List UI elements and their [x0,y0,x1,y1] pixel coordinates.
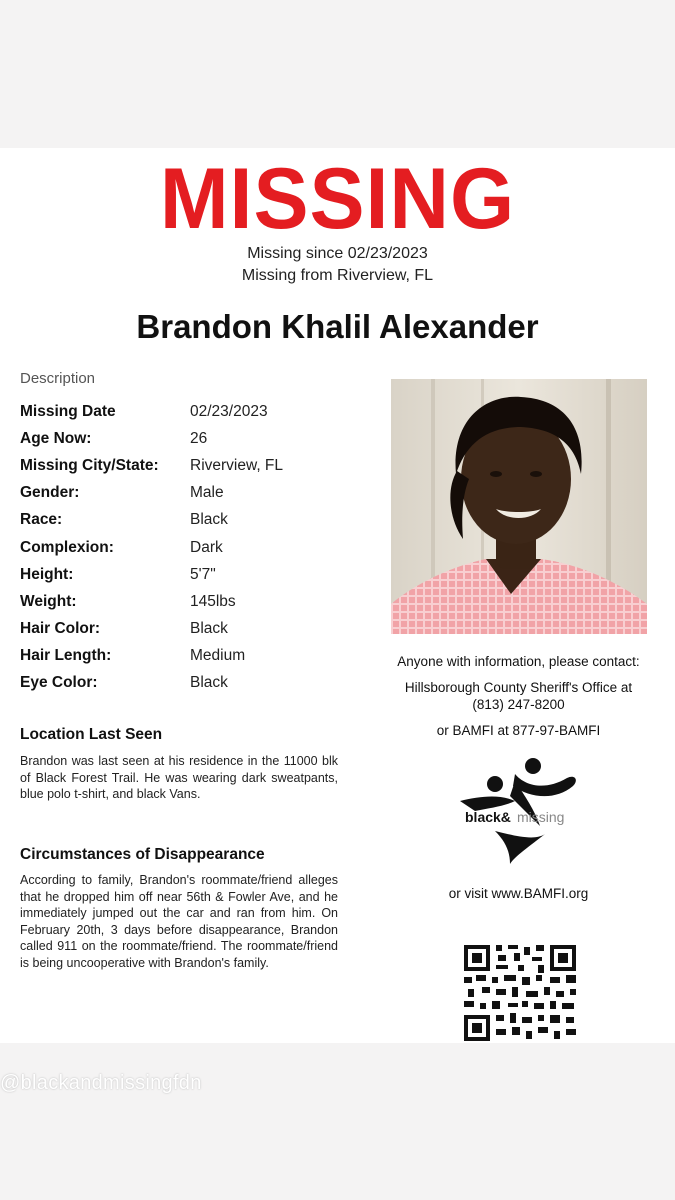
qr-code-icon [462,943,578,1043]
fact-value: Black [190,620,228,638]
contact-block [362,653,675,739]
fact-key: Eye Color: [20,674,98,692]
fact-row [20,670,360,697]
fact-key: Missing City/State: [20,456,159,474]
contact-agency: Hillsborough County Sheriff's Office at [404,680,633,695]
fact-value: 26 [190,429,208,447]
svg-text:black&: black& [465,809,511,825]
fact-row [20,534,360,561]
circumstances-text: According to family, Brandon's roommate/friend alleges that he dropped him off near 56th & Fowler Ave, and he immediately jumped out the car and ran from him. On February 20th, 3 days before disappearance, Brandon called 911 on the roommate/friend. The roommate/friend is being uncooperative with Brandon's family. [20,873,338,970]
black-and-missing-logo [455,756,585,866]
fact-value: 5'7" [190,565,216,583]
fact-value: 02/23/2023 [190,402,268,420]
fact-key: Height: [20,565,74,583]
contact-bamfi: or BAMFI at 877-97-BAMFI [436,723,601,738]
missing-from: Missing from Riverview, FL [241,267,434,284]
contact-intro: Anyone with information, please contact: [397,654,640,669]
person-name: Brandon Khalil Alexander [136,308,539,345]
fact-row [20,588,360,615]
headline: MISSING [159,151,516,247]
fact-key: Weight: [20,592,77,610]
fact-row [20,425,360,452]
fact-key: Missing Date [20,402,116,420]
fact-value: Black [190,674,228,692]
fact-key: Age Now: [20,429,92,447]
missing-info [0,243,675,287]
facts-table [20,398,360,697]
fact-row [20,480,360,507]
description-label: Description [20,370,96,387]
contact-phone: (813) 247-8200 [472,697,565,712]
missing-flyer [0,148,675,1043]
fact-row [20,452,360,479]
fact-key: Hair Length: [20,647,112,665]
fact-value: 145lbs [190,592,236,610]
visit-website: or visit www.BAMFI.org [448,886,589,901]
fact-row [20,398,360,425]
fact-row [20,561,360,588]
fact-key: Hair Color: [20,620,101,638]
fact-value: Riverview, FL [190,456,284,474]
location-title: Location Last Seen [20,726,163,743]
fact-key: Gender: [20,484,80,502]
top-band [0,0,675,148]
fact-key: Complexion: [20,538,114,556]
fact-value: Male [190,484,224,502]
logo-mark-icon [455,756,585,866]
fact-row [20,507,360,534]
qr-code [462,943,578,1043]
person-photo [391,379,647,634]
circumstances-title: Circumstances of Disappearance [20,846,265,863]
location-text: Brandon was last seen at his residence in the 11000 blk of Black Forest Trail. He was wearing dark sweatpants, blue polo t-shirt, and black Vans. [20,754,338,801]
fact-value: Black [190,511,228,529]
fact-value: Dark [190,538,223,556]
fact-key: Race: [20,511,63,529]
missing-since: Missing since 02/23/2023 [247,245,428,262]
watermark: @blackandmissingfdn [0,1072,202,1094]
person-photo-illustration [391,379,647,634]
fact-row [20,616,360,643]
svg-text:missing: missing [517,809,565,825]
fact-value: Medium [190,647,246,665]
fact-row [20,643,360,670]
